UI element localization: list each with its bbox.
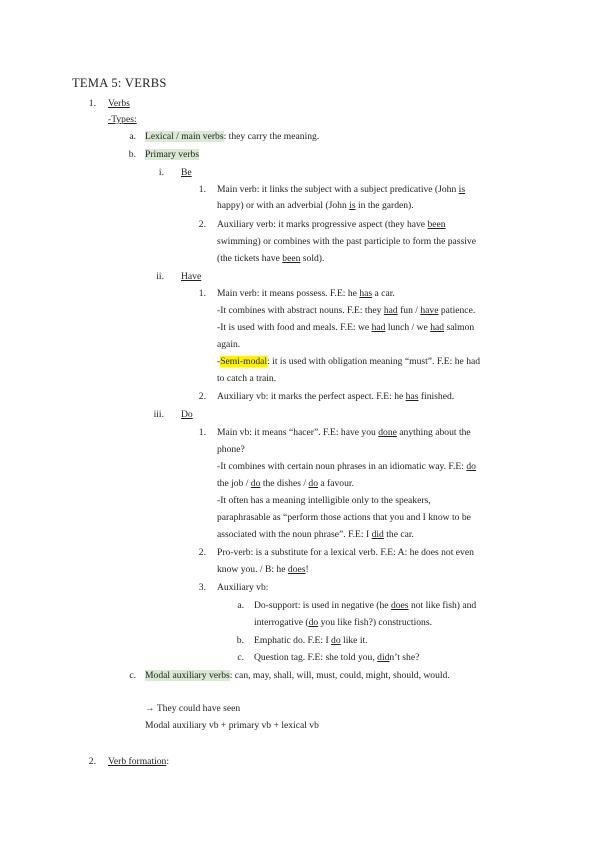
list-marker: 1. [198, 288, 206, 299]
page-title: TEMA 5: VERBS [72, 76, 167, 90]
text-line: Pro-verb: is a substitute for a lexical verb. F.E: A: he does not even [217, 547, 474, 558]
list-marker: 1. [198, 184, 206, 195]
list-marker: c. [129, 670, 136, 681]
sub-heading-have: Have [181, 271, 202, 282]
text-line: interrogative (do you like fish?) constructions. [254, 617, 432, 628]
list-marker: a. [129, 131, 136, 142]
text-line: Auxiliary verb: it marks progressive aspect (they have been [217, 219, 446, 230]
text-line: again. [217, 339, 241, 350]
example-line: Modal auxiliary vb + primary vb + lexical vb [145, 720, 319, 731]
text-line: know you. / B: he does! [217, 564, 309, 575]
text-line: Question tag. F.E: she told you, didn’t she? [254, 652, 420, 663]
types-label: -Types: [108, 114, 137, 125]
sub-heading-do: Do [181, 409, 193, 420]
list-marker: 3. [198, 582, 206, 593]
highlight-semi-modal: Semi-modal [220, 356, 268, 367]
list-marker: 2. [198, 391, 206, 402]
sub-heading-be: Be [181, 167, 192, 178]
text-line: to catch a train. [217, 373, 277, 384]
text-line: phone? [217, 444, 245, 455]
list-item-primary: Primary verbs [145, 149, 200, 160]
text-line: -It combines with certain noun phrases in an idiomatic way. F.E: do [217, 461, 476, 472]
text-line: happy) or with an adverbial (John is in the garden). [217, 200, 414, 211]
section-heading: Verbs [108, 98, 130, 109]
list-marker: iii. [153, 409, 164, 420]
text-line: -Semi-modal: it is used with obligation meaning “must”. F.E: he had [217, 356, 481, 367]
example-line: → They could have seen [145, 703, 241, 714]
list-marker: 2. [198, 547, 206, 558]
list-marker: c. [237, 652, 244, 663]
section-heading: Verb formation: [108, 756, 170, 767]
text-line: Auxiliary vb: [217, 582, 269, 593]
list-marker: b. [236, 635, 244, 646]
list-item-modal: Modal auxiliary verbs: can, may, shall, will, must, could, might, should, would. [145, 670, 450, 681]
list-marker: 1. [198, 427, 206, 438]
section-number: 1. [88, 98, 96, 109]
text-line: (the tickets have been sold). [217, 253, 325, 264]
list-marker: b. [128, 149, 136, 160]
text-line: paraphrasable as “perform those actions that you and I know to be [217, 512, 471, 523]
text-line: Main verb: it means possess. F.E: he has a car. [217, 288, 395, 299]
text-line: Emphatic do. F.E: I do like it. [254, 635, 368, 646]
text-line: Auxiliary vb: it marks the perfect aspect. F.E: he has finished. [217, 391, 455, 402]
list-marker: ii. [156, 271, 164, 282]
list-marker: i. [158, 167, 164, 178]
text-line: -It is used with food and meals. F.E: we had lunch / we had salmon [217, 322, 475, 333]
list-marker: a. [237, 600, 244, 611]
text-line: Main vb: it means “hacer”. F.E: have you done anything about the [217, 427, 471, 438]
text-line: -It combines with abstract nouns. F.E: they had fun / have patience. [217, 305, 476, 316]
section-number: 2. [88, 756, 96, 767]
list-marker: 2. [198, 219, 206, 230]
text-line: associated with the noun phrase”. F.E: I did the car. [217, 529, 414, 540]
text-line: -It often has a meaning intelligible only to the speakers, [217, 495, 431, 506]
text-line: Main verb: it links the subject with a subject predicative (John is [217, 184, 466, 195]
text-line: Do-support: is used in negative (he does not like fish) and [254, 600, 477, 611]
text-line: the job / do the dishes / do a favour. [217, 478, 354, 489]
list-item-lexical: Lexical / main verbs: they carry the meaning. [145, 131, 320, 142]
text-line: swimming) or combines with the past participle to form the passive [217, 236, 476, 247]
